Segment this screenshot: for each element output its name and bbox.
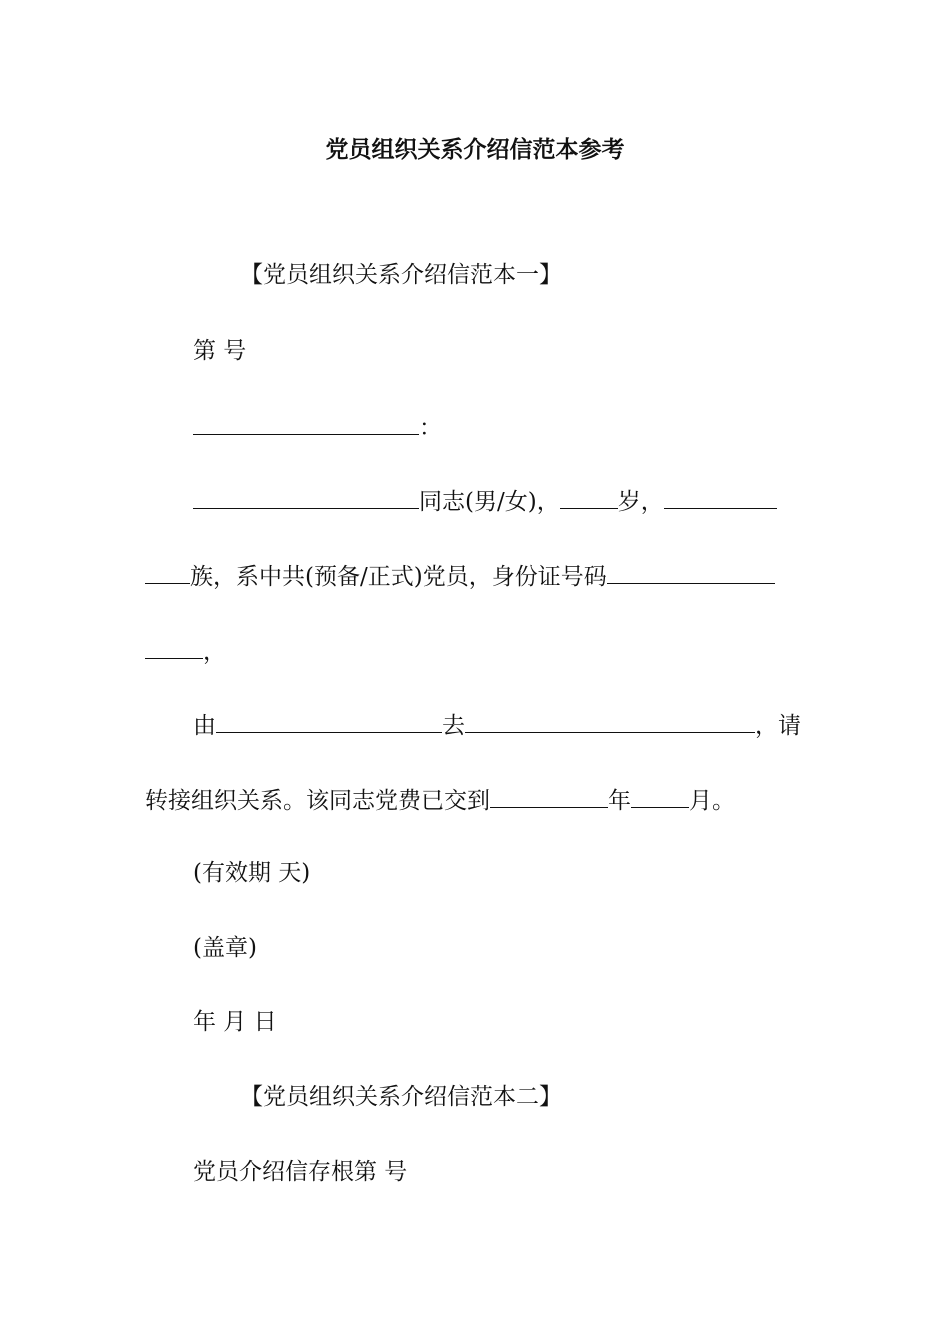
id-number-blank-end [145,636,203,659]
dues-year-blank [490,785,608,808]
please-text: ，请 [755,713,801,739]
dues-month-blank [631,785,689,808]
from-text: 由 [193,713,216,739]
id-number-blank-start [607,561,775,584]
month-text: 月。 [689,788,735,814]
ethnicity-blank-start [664,486,777,509]
stub-line: 党员介绍信存根第 号 [193,1159,408,1185]
to-text: 去 [442,713,465,739]
from-blank [216,710,442,733]
date-line: 年 月 日 [193,1009,277,1035]
member-id-text: 族，系中共(预备/正式)党员，身份证号码 [190,564,607,590]
transfer-line [193,710,801,741]
year-text: 年 [608,788,631,814]
age-text: 岁， [617,489,664,515]
ethnicity-line [145,561,775,592]
addressee-blank [193,412,419,435]
id-comma: ， [203,639,226,665]
id-continuation-line [145,636,226,667]
comrade-gender-text: 同志(男/女)， [419,489,560,515]
section1-heading: 【党员组织关系介绍信范本一】 [240,262,562,288]
ethnicity-blank-end [145,561,190,584]
age-blank [560,486,618,509]
validity-line: (有效期 天) [193,860,311,886]
section2-heading: 【党员组织关系介绍信范本二】 [240,1084,562,1110]
to-blank [465,710,755,733]
addressee-colon: ： [419,415,442,441]
document-title: 党员组织关系介绍信范本参考 [325,137,625,163]
comrade-line [193,486,777,517]
dues-text: 转接组织关系。该同志党费已交到 [145,788,490,814]
dues-line [145,785,735,816]
addressee-line [193,412,442,443]
letter-number-line: 第 号 [193,338,247,364]
seal-line: (盖章) [193,935,257,961]
name-blank [193,486,419,509]
